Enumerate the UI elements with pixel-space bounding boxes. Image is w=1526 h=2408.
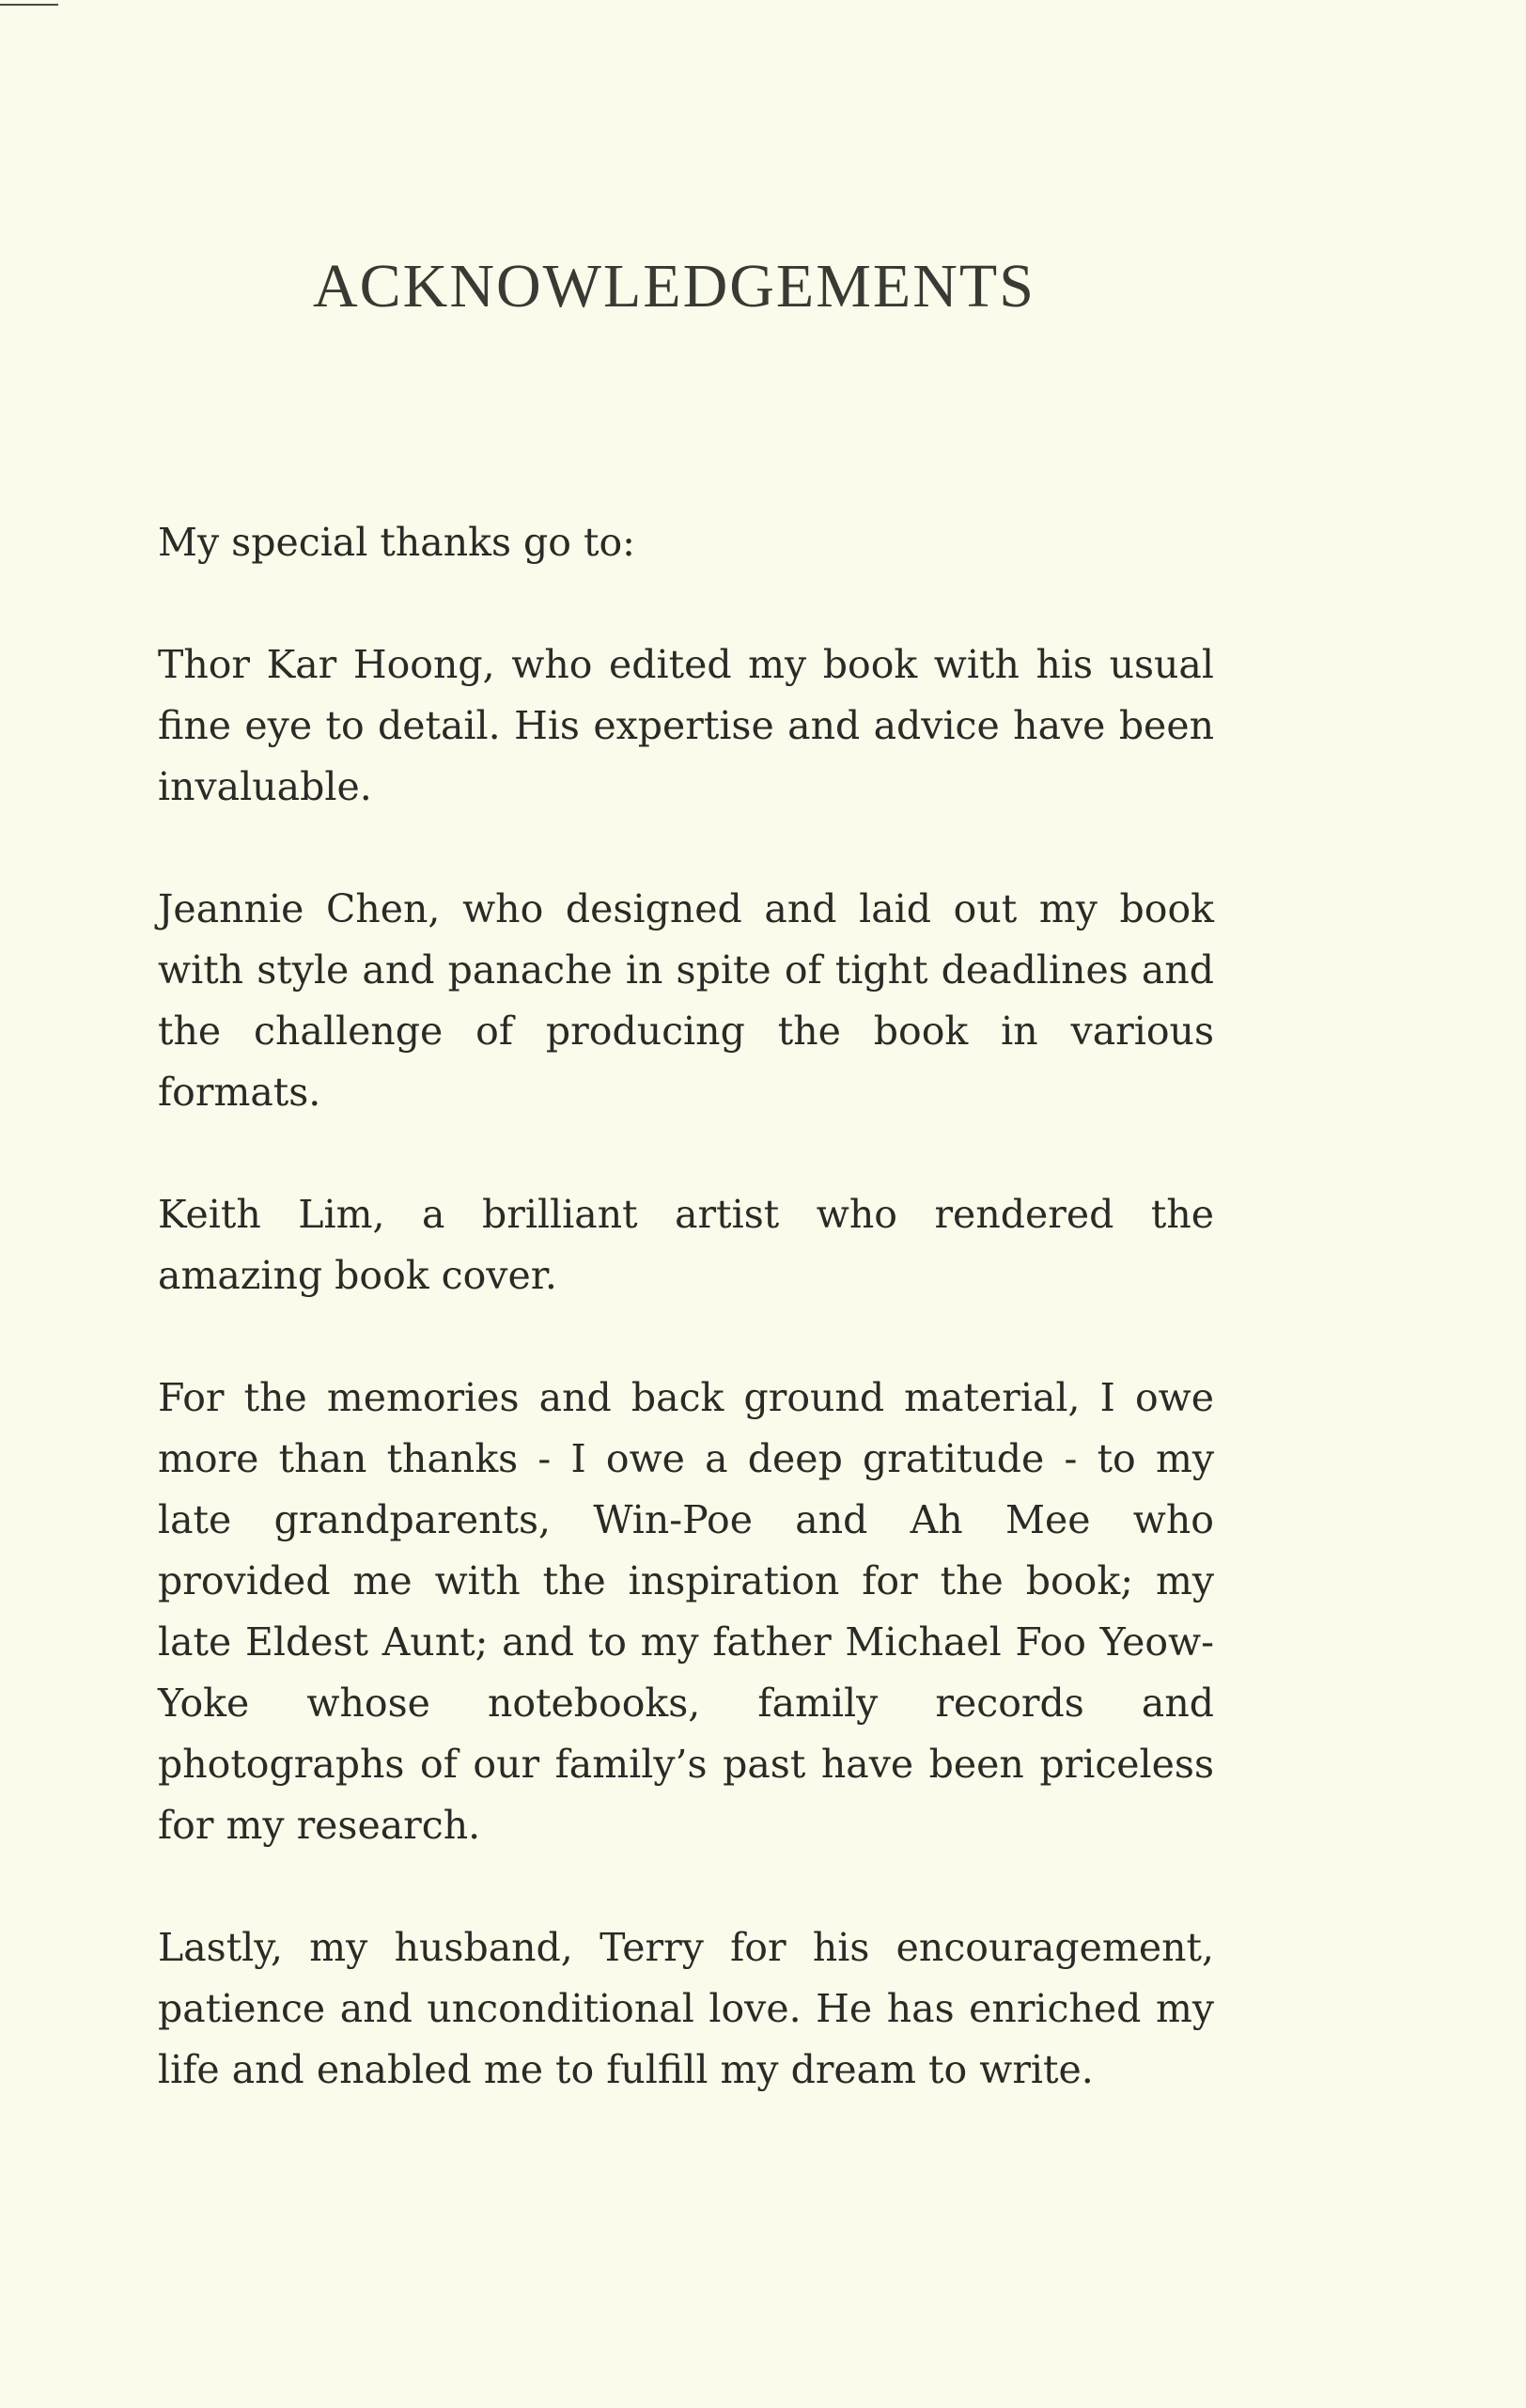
scan-edge-mark — [0, 4, 58, 6]
paragraph-artist-thanks: Keith Lim, a brilliant artist who rendered the amazing book cover. — [158, 1192, 1214, 1298]
paragraph-family-thanks: For the memories and back ground material, I owe more than thanks - I owe a deep gratitude - to my late grandparents, Win-Poe and Ah Mee who provided me with the inspiration for the book; my late Eldest Aunt; and to my father Michael Foo Yeow-Yoke whose notebooks, family records and photographs of our family’s past have been priceless for my research. — [158, 1375, 1214, 1848]
paragraph-designer-thanks: Jeannie Chen, who designed and laid out my book with style and panache in spite of tight deadlines and the challenge of producing the book in various formats. — [158, 886, 1214, 1115]
page-title: ACKNOWLEDGEMENTS — [313, 252, 1036, 321]
paragraph-husband-thanks: Lastly, my husband, Terry for his encouragement, patience and unconditional love. He has enriched my life and enabled me to fulfill my dream to write. — [158, 1925, 1214, 2092]
paragraph-editor-thanks: Thor Kar Hoong, who edited my book with his usual fine eye to detail. His expertise and advice have been invaluable. — [158, 642, 1214, 809]
intro-paragraph: My special thanks go to: — [158, 520, 635, 565]
acknowledgements-body — [158, 512, 1214, 2101]
